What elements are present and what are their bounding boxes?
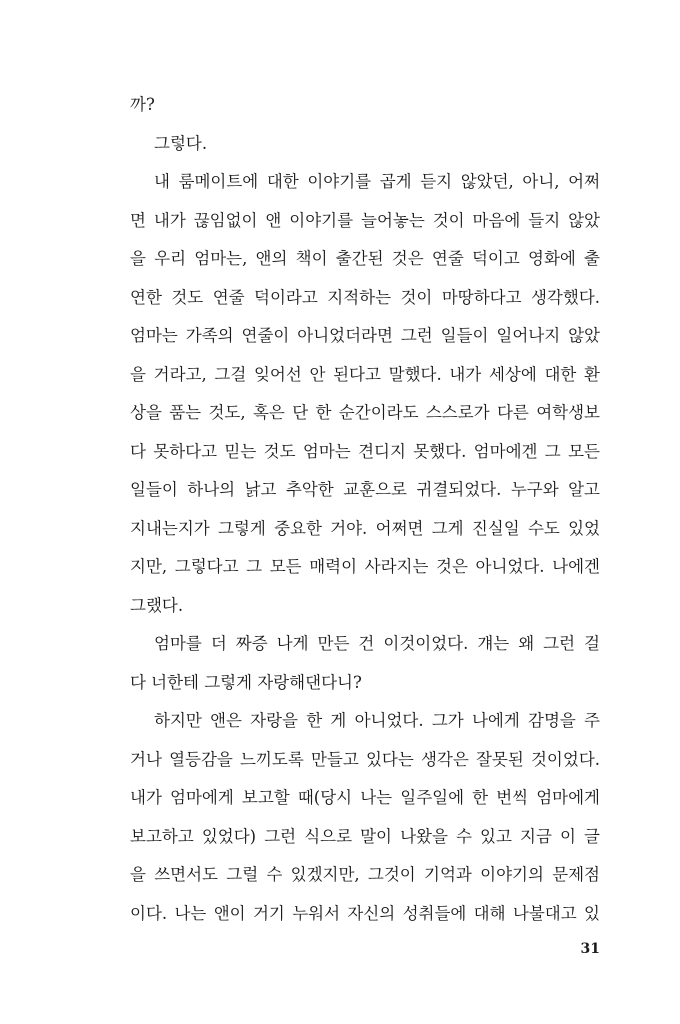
- text-line: 일들이 하나의 낡고 추악한 교훈으로 귀결되었다. 누구와 알고: [130, 480, 600, 499]
- text-line: 다 못하다고 믿는 것도 엄마는 견디지 못했다. 엄마에겐 그 모든: [130, 441, 600, 461]
- body-text: [130, 86, 600, 933]
- text-line: 내가 엄마에게 보고할 때(당시 나는 일주일에 한 번씩 엄마에게: [130, 788, 600, 807]
- text-line: 지내는지가 그렇게 중요한 거야. 어쩌면 그게 진실일 수도 있었: [130, 518, 600, 538]
- text-line: 이다. 나는 앤이 거기 누워서 자신의 성취들에 대해 나불대고 있: [130, 903, 600, 923]
- page-number: 31: [580, 941, 600, 957]
- text-line: 을 거라고, 그걸 잊어선 안 된다고 말했다. 내가 세상에 대한 환: [130, 364, 600, 384]
- text-line: 엄마를 더 짜증 나게 만든 건 이것이었다. 걔는 왜 그런 걸: [154, 634, 600, 653]
- text-line: 연한 것도 연줄 덕이라고 지적하는 것이 마땅하다고 생각했다.: [130, 287, 600, 307]
- text-line: 그렇다.: [154, 133, 208, 153]
- text-line: 까?: [130, 95, 155, 114]
- text-line: 면 내가 끊임없이 앤 이야기를 늘어놓는 것이 마음에 들지 않았: [130, 210, 600, 230]
- text-line: 엄마는 가족의 연줄이 아니었더라면 그런 일들이 일어나지 않았: [130, 326, 600, 345]
- text-line: 그랬다.: [130, 595, 184, 615]
- text-line: 상을 품는 것도, 혹은 단 한 순간이라도 스스로가 다른 여학생보: [130, 403, 600, 422]
- text-line: 보고하고 있었다) 그런 식으로 말이 나왔을 수 있고 지금 이 글: [130, 826, 600, 846]
- text-line: 지만, 그렇다고 그 모든 매력이 사라지는 것은 아니었다. 나에겐: [130, 557, 600, 576]
- text-line: 내 룸메이트에 대한 이야기를 곱게 듣지 않았던, 아니, 어쩌: [154, 172, 600, 191]
- text-line: 다 너한테 그렇게 자랑해댄다니?: [130, 672, 362, 692]
- text-line: 을 쓰면서도 그럴 수 있겠지만, 그것이 기억과 이야기의 문제점: [130, 865, 600, 884]
- text-line: 하지만 앤은 자랑을 한 게 아니었다. 그가 나에게 감명을 주: [154, 711, 600, 730]
- text-line: 거나 열등감을 느끼도록 만들고 있다는 생각은 잘못된 것이었다.: [130, 749, 600, 769]
- text-line: 을 우리 엄마는, 앤의 책이 출간된 것은 연줄 덕이고 영화에 출: [130, 249, 600, 268]
